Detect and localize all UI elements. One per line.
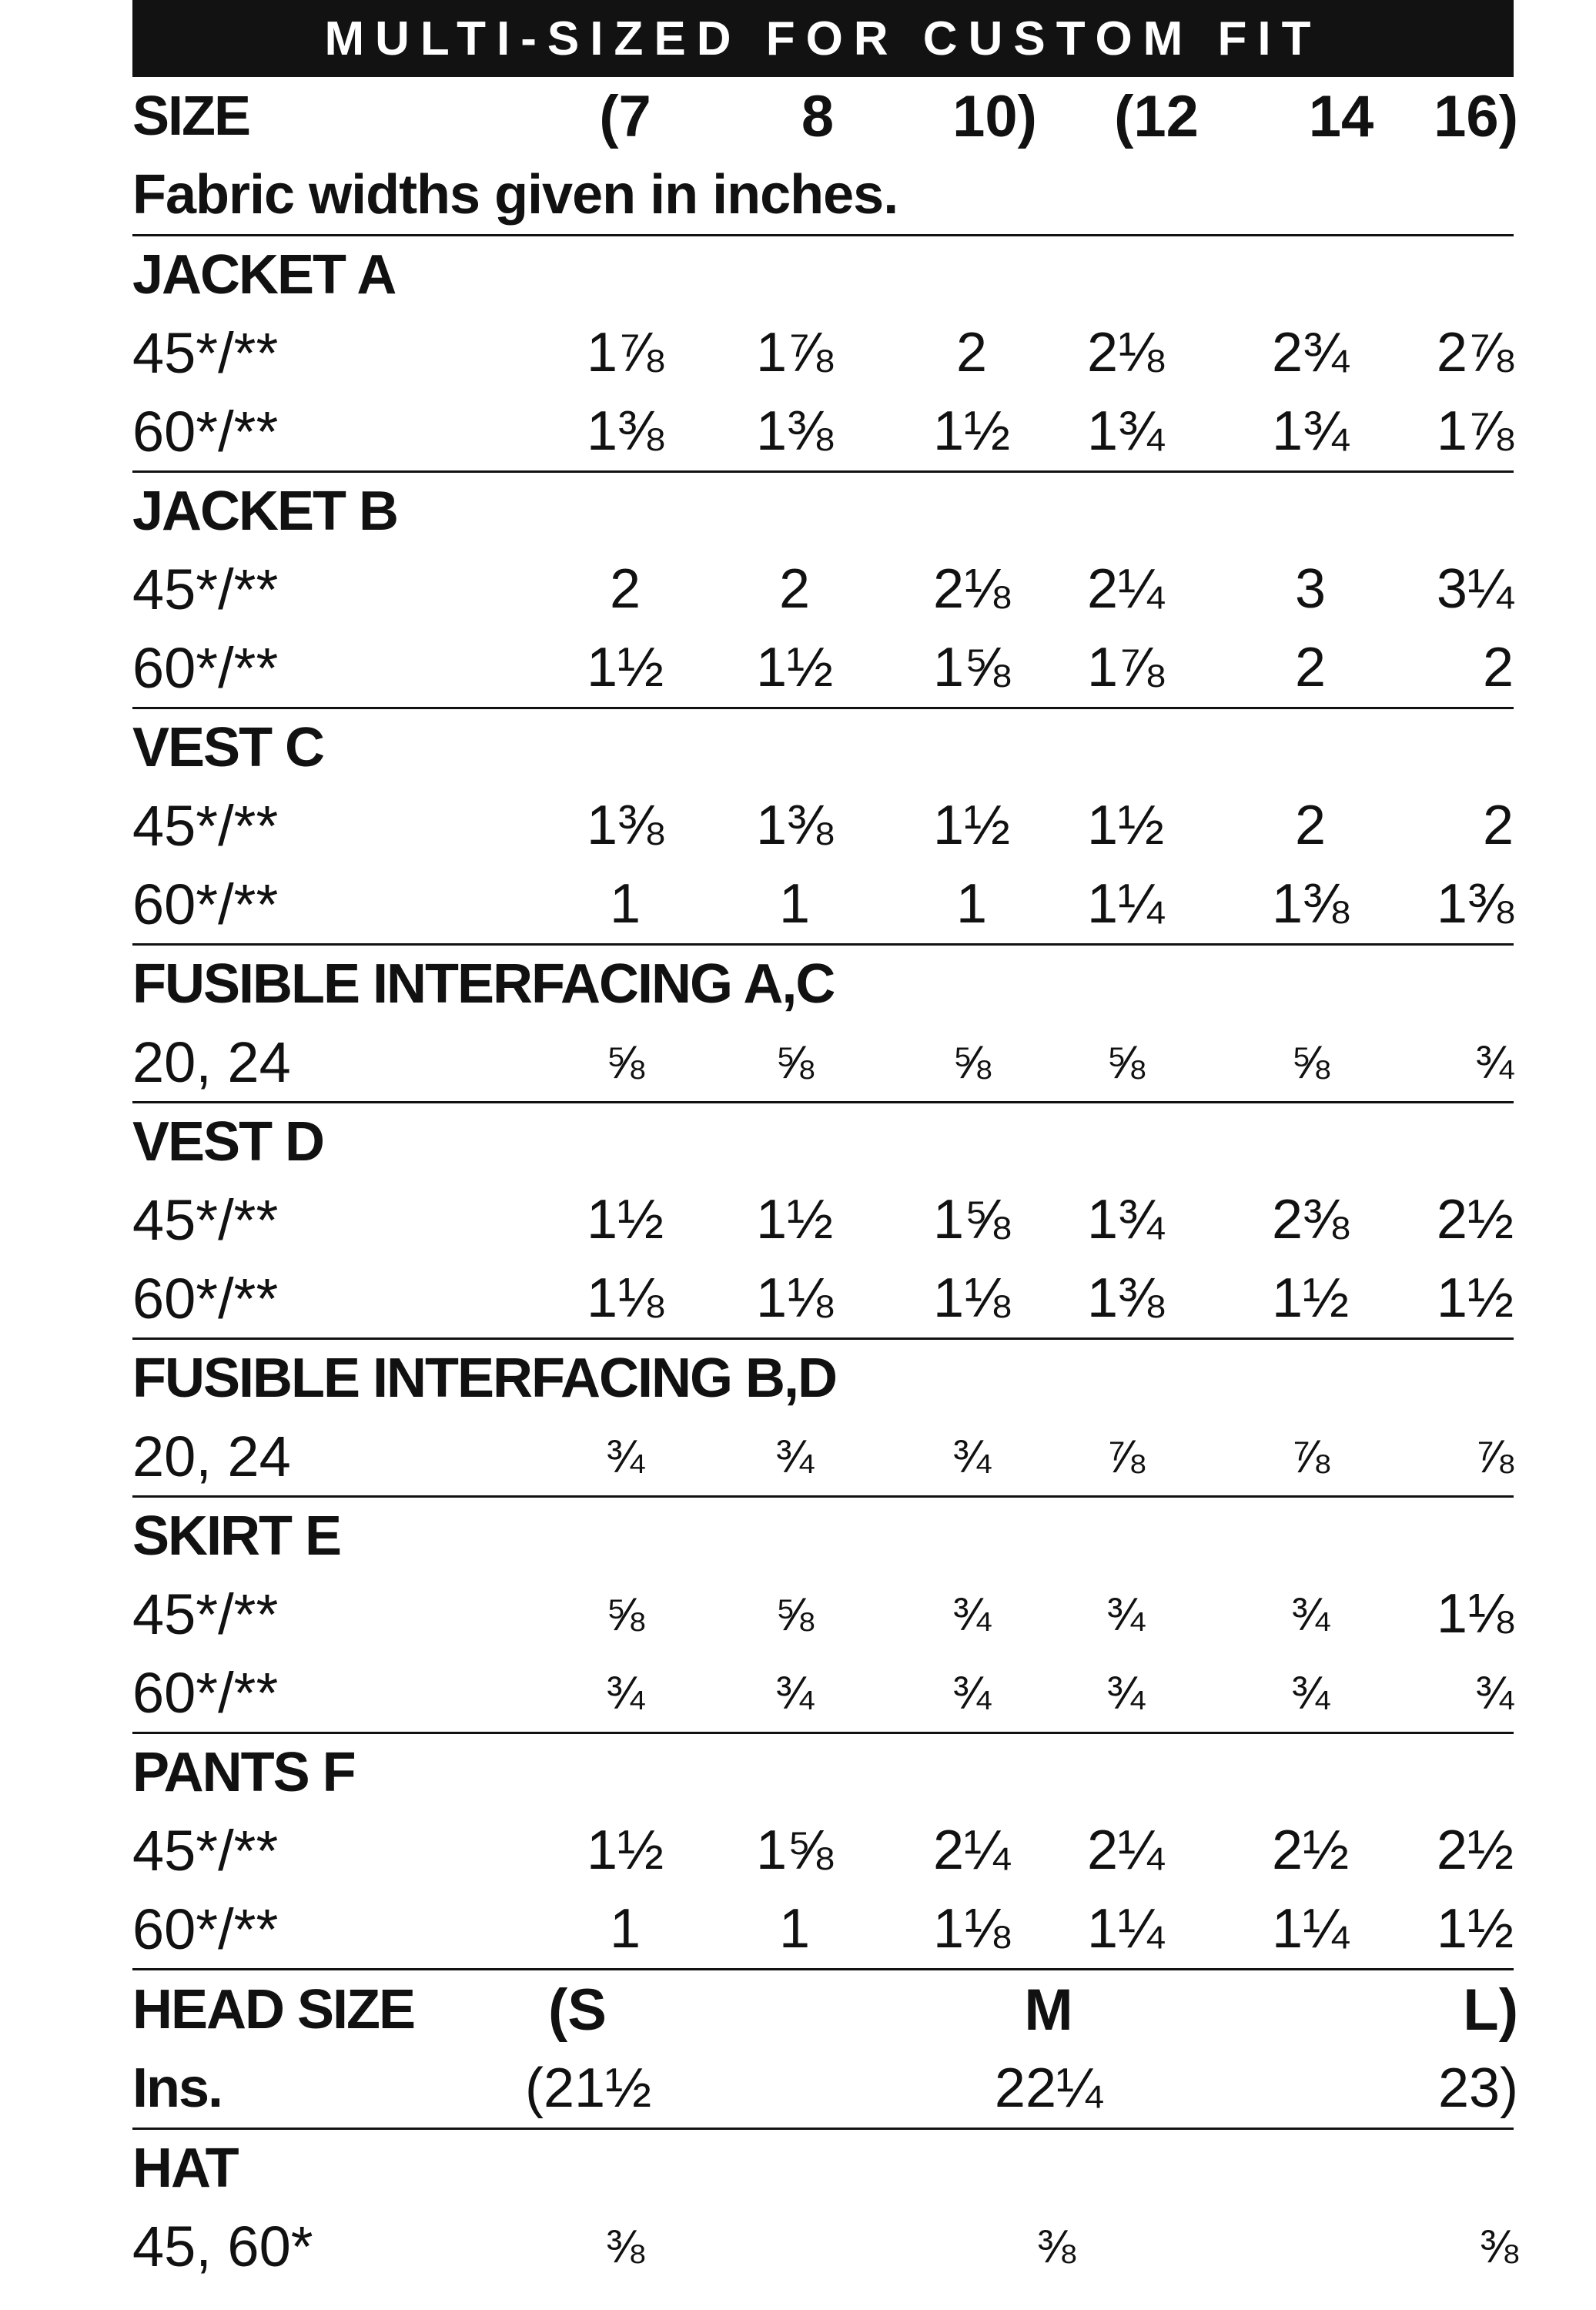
section-title: PANTS F	[132, 1742, 355, 1803]
hat-width-label: 45, 60*	[132, 2214, 313, 2278]
yardage-cell: 1⅜	[755, 795, 834, 856]
section-title: JACKET B	[132, 480, 398, 542]
fabric-width-label: 20, 24	[132, 1029, 291, 1094]
yardage-row	[132, 1023, 1514, 1103]
head-inches-s: (21½	[525, 2057, 652, 2119]
yardage-cell: ⅝	[775, 1588, 815, 1640]
yardage-cell: 2⅛	[932, 558, 1011, 620]
yardage-cell: 1⅞	[1086, 637, 1165, 698]
yardage-row	[132, 1811, 1514, 1890]
hat-value-s: ⅜	[605, 2220, 645, 2272]
head-size-s: (S	[548, 1977, 607, 2043]
yardage-cell: 1¼	[1271, 1898, 1350, 1960]
fabric-width-label: 60*/**	[132, 1897, 279, 1961]
fabric-width-label: 20, 24	[132, 1424, 291, 1488]
yardage-cell: ⅝	[952, 1036, 992, 1088]
yardage-cell: 1½	[586, 1820, 664, 1881]
yardage-cell: ¾	[1290, 1666, 1330, 1719]
section-title: VEST D	[132, 1111, 324, 1173]
yardage-row	[132, 392, 1514, 473]
head-size-m: M	[1024, 1977, 1073, 2043]
yardage-row	[132, 1180, 1514, 1259]
size-col-5: 14	[1308, 83, 1374, 149]
fabric-width-label: 45*/**	[132, 793, 279, 858]
yardage-row	[132, 628, 1514, 709]
section-title-row	[132, 1498, 1514, 1575]
yardage-cell: 1⅞	[755, 322, 834, 383]
yardage-cell: 2½	[1436, 1820, 1514, 1881]
yardage-cell: 1⅛	[586, 1267, 664, 1329]
yardage-cell: 2	[778, 558, 811, 620]
yardage-cell: ¾	[952, 1666, 992, 1719]
fabric-width-label: 60*/**	[132, 635, 279, 700]
yardage-cell: 1½	[1086, 795, 1165, 856]
yardage-cell: ⅝	[775, 1036, 815, 1088]
yardage-cell: 1¾	[1086, 400, 1165, 462]
yardage-cell: 1⅜	[1271, 873, 1350, 935]
yardage-cell: 2⅞	[1436, 322, 1514, 383]
yardage-cell: 1½	[755, 637, 834, 698]
size-col-1: (7	[599, 83, 651, 149]
yardage-row	[132, 1417, 1514, 1498]
head-inches-row	[132, 2049, 1518, 2130]
yardage-row	[132, 1259, 1514, 1340]
fabric-width-label: 60*/**	[132, 872, 279, 936]
head-inches-l: 23)	[1437, 2057, 1518, 2119]
yardage-cell: 2¼	[1086, 1820, 1165, 1881]
yardage-row	[132, 786, 1514, 865]
yardage-cell: ¾	[1106, 1588, 1146, 1640]
yardage-cell: 2¾	[1271, 322, 1350, 383]
yardage-cell: 3	[1294, 558, 1327, 620]
yardage-cell: 1⅛	[755, 1267, 834, 1329]
hat-value-m: ⅜	[1036, 2220, 1076, 2272]
yardage-cell: 1⅞	[586, 322, 664, 383]
fabric-width-note: Fabric widths given in inches.	[132, 164, 898, 226]
yardage-cell: 2	[1482, 637, 1514, 698]
yardage-cell: 1½	[755, 1189, 834, 1250]
yardage-cell: 1	[778, 1898, 811, 1960]
section-title: JACKET A	[132, 244, 396, 306]
yardage-cell: 1¼	[1086, 873, 1165, 935]
yardage-cell: 1½	[1436, 1898, 1514, 1960]
yardage-cell: 1½	[586, 1189, 664, 1250]
yardage-cell: 1¾	[1271, 400, 1350, 462]
head-size-row	[132, 1970, 1518, 2049]
yardage-cell: ¾	[1290, 1588, 1330, 1640]
yardage-cell: 1⅝	[932, 637, 1011, 698]
yardage-cell: 1½	[1436, 1267, 1514, 1329]
yardage-cell: 1	[955, 873, 988, 935]
note-row	[132, 156, 1514, 236]
yardage-row	[132, 1890, 1514, 1970]
yardage-cell: 1½	[586, 637, 664, 698]
yardage-cell: 1	[609, 1898, 641, 1960]
yardage-cell: 2½	[1436, 1189, 1514, 1250]
garment-sections	[132, 236, 1514, 1970]
yardage-cell: 1⅝	[755, 1820, 834, 1881]
yardage-cell: ¾	[605, 1666, 645, 1719]
yardage-cell: 1⅜	[1436, 873, 1514, 935]
yardage-cell: ¾	[952, 1588, 992, 1640]
fabric-width-label: 45*/**	[132, 1582, 279, 1646]
section-title-row	[132, 1734, 1514, 1811]
size-col-3: 10)	[952, 83, 1037, 149]
size-col-6: 16)	[1434, 83, 1518, 149]
yardage-cell: ⅞	[1474, 1430, 1514, 1482]
hat-value-l: ⅜	[1479, 2220, 1518, 2272]
section-title: FUSIBLE INTERFACING B,D	[132, 1348, 837, 1409]
yardage-cell: 3¼	[1436, 558, 1514, 620]
yardage-cell: ¾	[1474, 1036, 1514, 1088]
yardage-cell: 1	[609, 873, 641, 935]
yardage-cell: 1½	[932, 400, 1011, 462]
yardage-cell: 1½	[932, 795, 1011, 856]
yardage-cell: 2	[1482, 795, 1514, 856]
yardage-cell: ¾	[775, 1430, 815, 1482]
yardage-chart	[132, 0, 1518, 2285]
yardage-cell: 1	[778, 873, 811, 935]
yardage-cell: 1⅜	[586, 400, 664, 462]
yardage-cell: 1¾	[1086, 1189, 1165, 1250]
yardage-cell: 2¼	[1086, 558, 1165, 620]
hat-row	[132, 2207, 1518, 2285]
yardage-row	[132, 865, 1514, 946]
size-header-row	[132, 77, 1518, 156]
yardage-cell: ¾	[952, 1430, 992, 1482]
yardage-cell: 1⅜	[586, 795, 664, 856]
yardage-cell: 2	[955, 322, 988, 383]
yardage-cell: ¾	[605, 1430, 645, 1482]
yardage-cell: ¾	[1106, 1666, 1146, 1719]
fabric-width-label: 60*/**	[132, 399, 279, 464]
section-title: SKIRT E	[132, 1505, 341, 1567]
yardage-cell: 1¼	[1086, 1898, 1165, 1960]
section-title-row	[132, 709, 1514, 786]
hat-title-row	[132, 2130, 1514, 2207]
yardage-cell: 1½	[1271, 1267, 1350, 1329]
fabric-width-label: 45*/**	[132, 1187, 279, 1252]
section-title: VEST C	[132, 717, 324, 778]
yardage-cell: 2⅜	[1271, 1189, 1350, 1250]
head-size-l: L)	[1463, 1977, 1518, 2043]
fabric-width-label: 45*/**	[132, 557, 279, 621]
fabric-width-label: 60*/**	[132, 1660, 279, 1725]
yardage-cell: ¾	[775, 1666, 815, 1719]
yardage-cell: 2⅛	[1086, 322, 1165, 383]
yardage-cell: 1⅞	[1436, 400, 1514, 462]
yardage-cell: ⅞	[1290, 1430, 1330, 1482]
yardage-cell: 2	[1294, 795, 1327, 856]
yardage-row	[132, 1653, 1514, 1734]
yardage-cell: 2½	[1271, 1820, 1350, 1881]
yardage-cell: 1⅝	[932, 1189, 1011, 1250]
yardage-cell: 1⅜	[755, 400, 834, 462]
fabric-width-label: 45*/**	[132, 1818, 279, 1883]
size-label: SIZE	[132, 85, 250, 147]
yardage-cell: 1⅜	[1086, 1267, 1165, 1329]
banner-title: MULTI-SIZED FOR CUSTOM FIT	[132, 0, 1514, 77]
yardage-cell: ⅝	[1106, 1036, 1146, 1088]
section-title-row	[132, 473, 1514, 550]
head-inches-m: 22¼	[994, 2057, 1103, 2119]
yardage-cell: 1⅛	[932, 1898, 1011, 1960]
section-title-row	[132, 236, 1514, 313]
section-title-row	[132, 946, 1514, 1023]
section-title: FUSIBLE INTERFACING A,C	[132, 953, 835, 1015]
yardage-cell: 2	[1294, 637, 1327, 698]
yardage-cell: 1⅛	[932, 1267, 1011, 1329]
yardage-cell: ⅝	[605, 1036, 645, 1088]
yardage-row	[132, 1575, 1514, 1653]
section-title-row	[132, 1340, 1514, 1417]
size-col-4: (12	[1114, 83, 1199, 149]
size-col-2: 8	[801, 83, 835, 149]
inches-label: Ins.	[132, 2057, 223, 2119]
yardage-cell: 2¼	[932, 1820, 1011, 1881]
section-title-row	[132, 1103, 1514, 1180]
yardage-row	[132, 313, 1514, 392]
head-size-label: HEAD SIZE	[132, 1979, 415, 2040]
yardage-cell: ⅝	[1290, 1036, 1330, 1088]
yardage-cell: 1⅛	[1436, 1583, 1514, 1645]
hat-title: HAT	[132, 2138, 238, 2199]
yardage-cell: ¾	[1474, 1666, 1514, 1719]
fabric-width-label: 45*/**	[132, 320, 279, 385]
yardage-row	[132, 550, 1514, 628]
yardage-cell: 2	[609, 558, 641, 620]
yardage-cell: ⅞	[1106, 1430, 1146, 1482]
yardage-cell: ⅝	[605, 1588, 645, 1640]
fabric-width-label: 60*/**	[132, 1266, 279, 1331]
